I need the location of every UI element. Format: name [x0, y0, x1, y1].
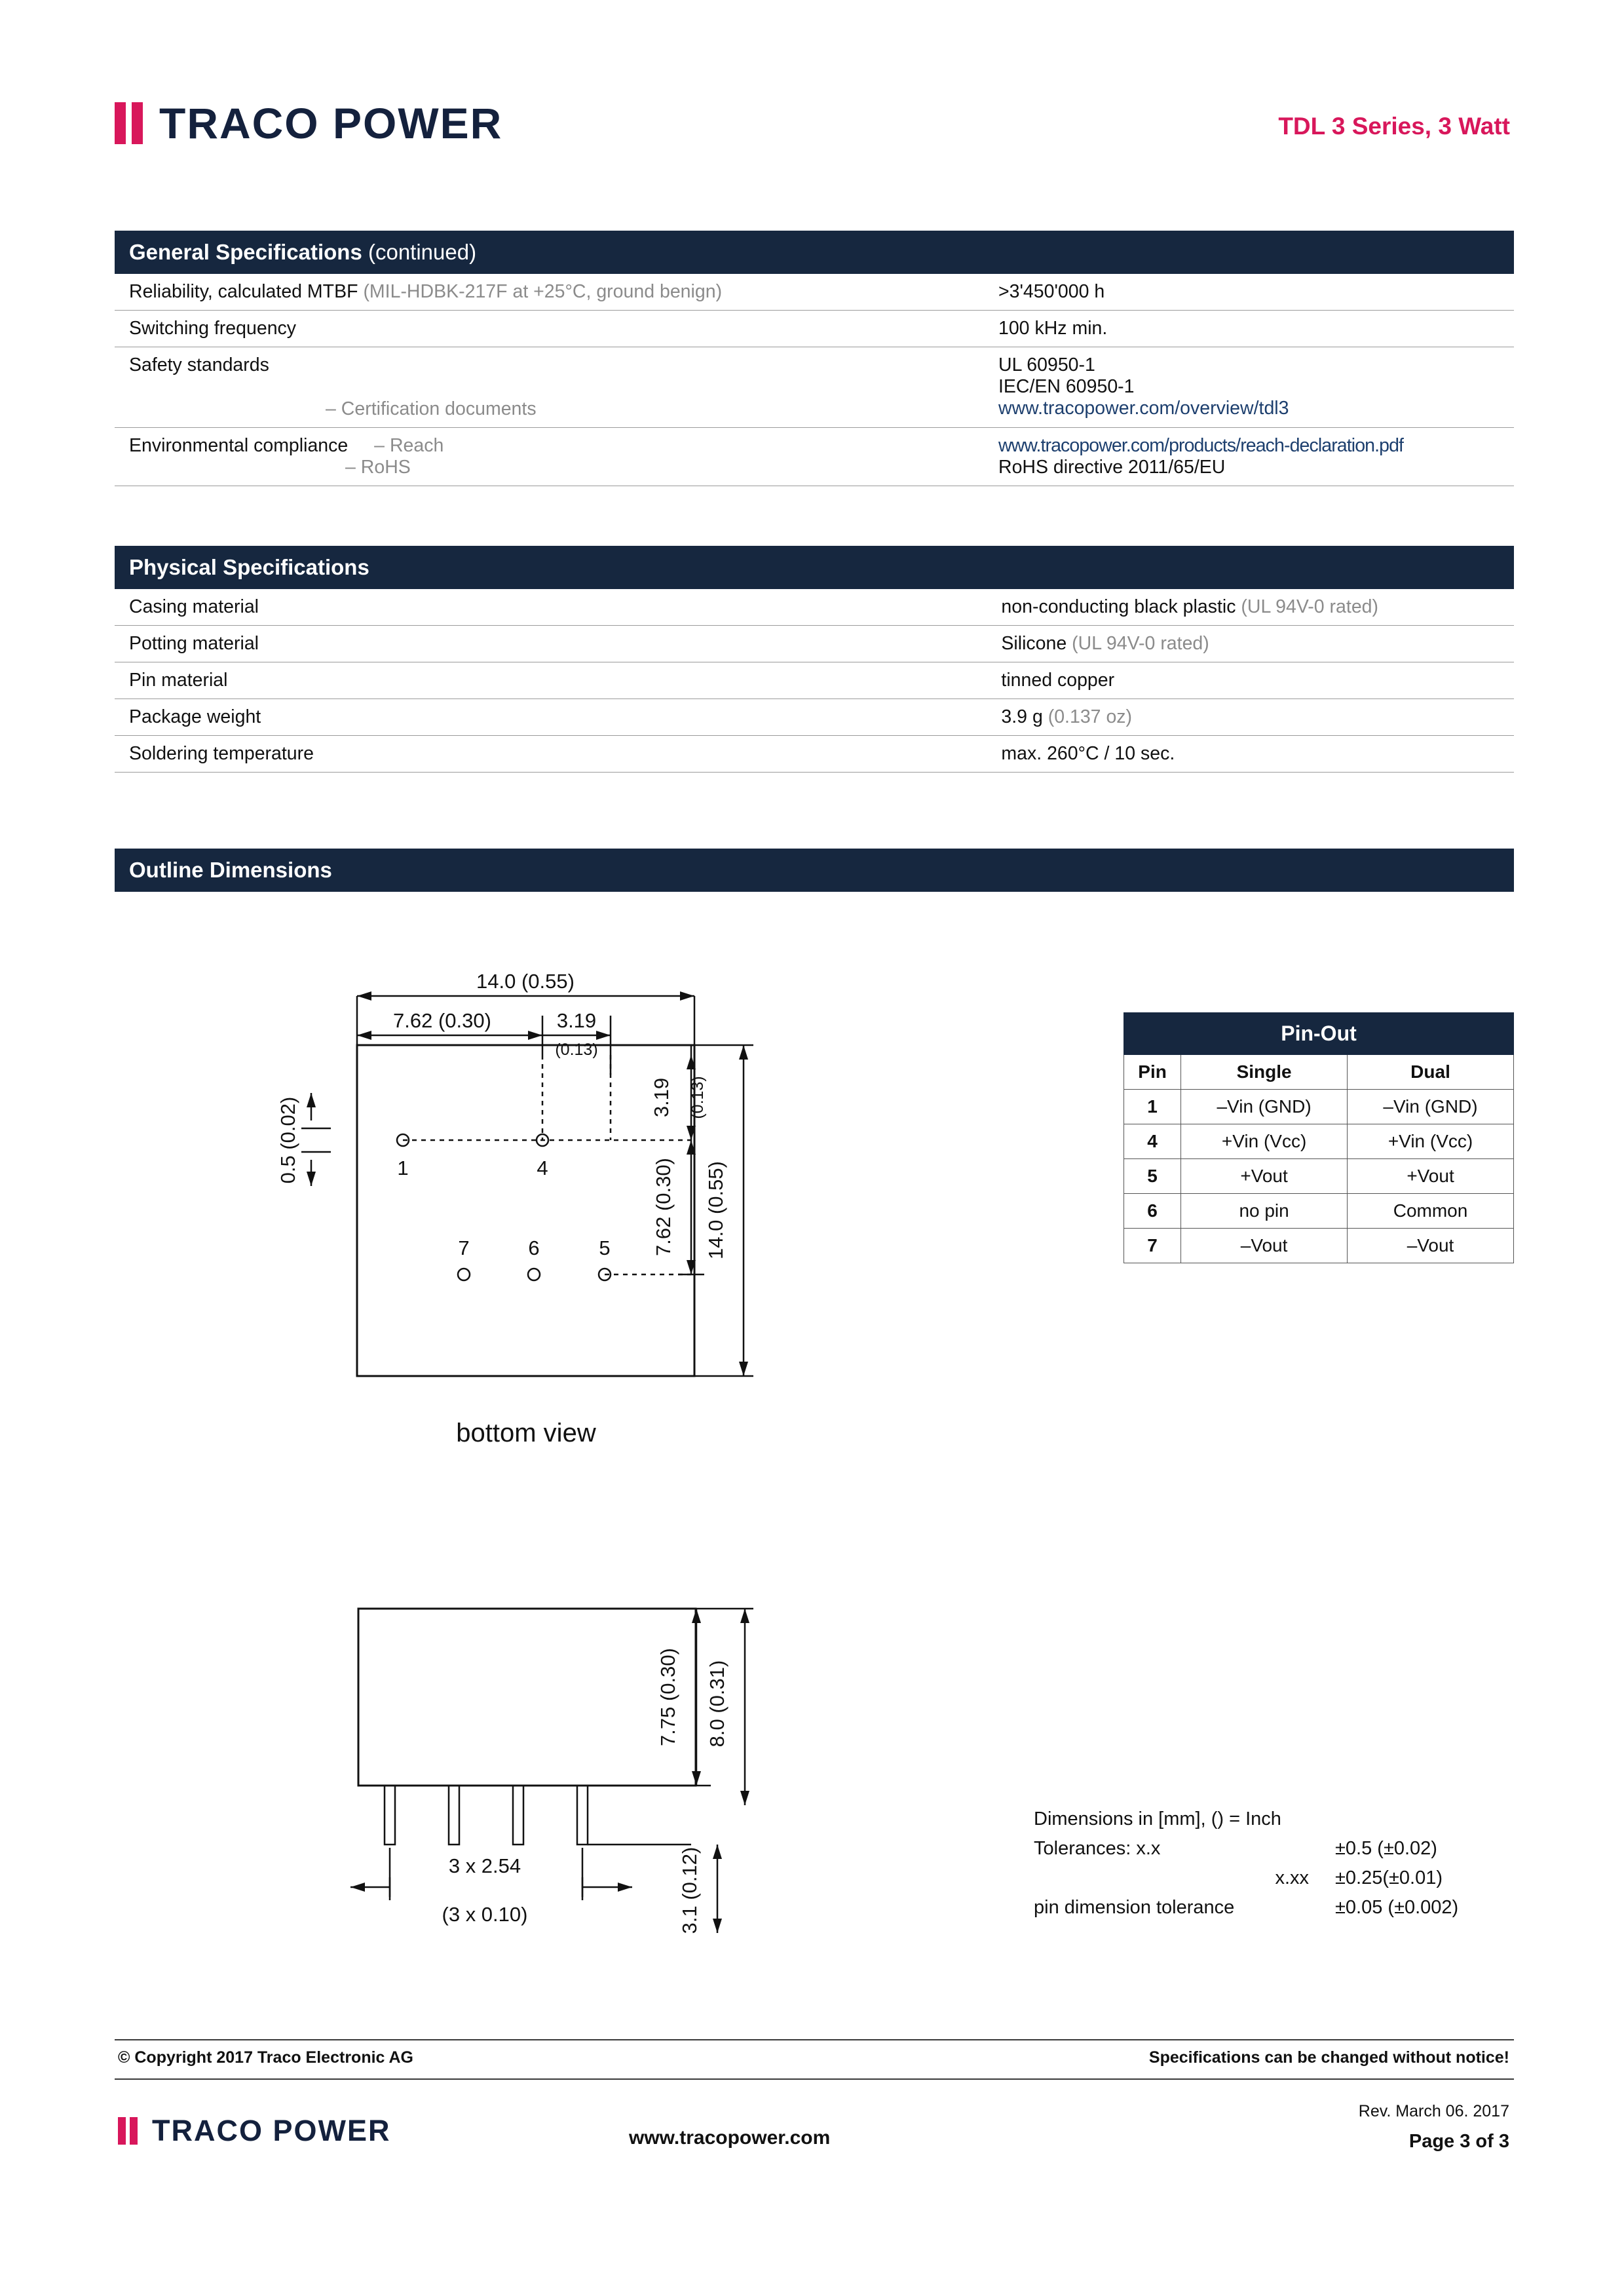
tolerance-row	[1034, 1867, 1519, 1897]
pin-single: +Vout	[1181, 1159, 1348, 1194]
spec-label: Potting material	[129, 633, 259, 654]
table-row	[115, 311, 1514, 347]
tolerance-row	[1034, 1897, 1519, 1926]
section-title-physical: Physical Specifications	[129, 555, 369, 579]
tolerance-xxx-label: x.xx	[1275, 1867, 1309, 1888]
spec-label: Environmental compliance	[129, 435, 349, 456]
section-header-outline-dimensions	[115, 849, 1514, 892]
spec-label-cell	[115, 428, 984, 486]
table-row	[1124, 1229, 1514, 1263]
footer-divider-bottom	[115, 2078, 1514, 2080]
tolerance-row	[1034, 1808, 1519, 1838]
dimensions-unit-note: Dimensions in [mm], () = Inch	[1034, 1808, 1281, 1829]
table-row	[115, 736, 1514, 773]
specifications-notice: Specifications can be changed without notice!	[1148, 2048, 1509, 2067]
spec-label-cell	[115, 589, 987, 626]
spec-label-cell	[115, 736, 987, 773]
pin-number: 5	[1124, 1159, 1181, 1194]
dim-3x010: (3 x 0.10)	[442, 1903, 528, 1926]
pin-label-5: 5	[599, 1236, 611, 1259]
brand-name: TRACO POWER	[159, 99, 503, 147]
footer-logo	[118, 2114, 391, 2148]
spec-label-cell	[115, 347, 984, 428]
table-row	[1124, 1124, 1514, 1159]
dim-right-762: 7.62 (0.30)	[652, 1158, 675, 1256]
spec-value-note: (UL 94V-0 rated)	[1072, 633, 1209, 654]
tolerance-xx-label: Tolerances: x.x	[1034, 1838, 1161, 1859]
copyright-text: © Copyright 2017 Traco Electronic AG	[118, 2048, 413, 2067]
revision-date: Rev. March 06. 2017	[1358, 2102, 1509, 2120]
spec-value: 100 kHz min.	[998, 318, 1108, 339]
pinout-header-row	[1124, 1055, 1514, 1090]
spec-value-cell	[987, 736, 1514, 773]
dim-side-31: 3.1 (0.12)	[678, 1846, 701, 1934]
spec-label-cell	[115, 662, 987, 699]
spec-value: non-conducting black plastic	[1001, 596, 1236, 617]
pin-dual: Common	[1348, 1194, 1514, 1229]
spec-value: >3'450'000 h	[998, 281, 1105, 302]
dim-319: 3.19	[556, 1009, 597, 1032]
dim-3x254: 3 x 2.54	[448, 1854, 521, 1877]
tolerance-row	[1034, 1838, 1519, 1867]
pin-single: –Vin (GND)	[1181, 1090, 1348, 1124]
pin-tolerance-value: ±0.05 (±0.002)	[1335, 1897, 1459, 1918]
spec-label-cell	[115, 699, 987, 736]
pin-label-7: 7	[458, 1236, 470, 1259]
pin-label-1: 1	[397, 1157, 409, 1179]
pinout-header-single: Single	[1181, 1055, 1348, 1090]
table-row	[1124, 1159, 1514, 1194]
spec-value: Silicone	[1001, 633, 1067, 654]
section-title-general: General Specifications	[129, 240, 362, 264]
pin-dual: –Vout	[1348, 1229, 1514, 1263]
general-specifications-table	[115, 274, 1514, 486]
table-row	[115, 699, 1514, 736]
table-row	[115, 274, 1514, 311]
spec-label: Casing material	[129, 596, 259, 617]
spec-value-cell	[984, 428, 1514, 486]
section-header-general-specifications	[115, 231, 1514, 274]
spec-value-cell	[987, 626, 1514, 662]
dim-side-775: 7.75 (0.30)	[656, 1648, 679, 1746]
pin-number: 6	[1124, 1194, 1181, 1229]
dim-top-width: 14.0 (0.55)	[476, 970, 575, 993]
spec-value-cell	[987, 662, 1514, 699]
pin-number: 4	[1124, 1124, 1181, 1159]
table-row	[115, 589, 1514, 626]
table-row	[115, 626, 1514, 662]
dim-762-030: 7.62 (0.30)	[393, 1009, 491, 1032]
table-row	[1124, 1090, 1514, 1124]
pin-number: 7	[1124, 1229, 1181, 1263]
spec-label-note: (MIL-HDBK-217F at +25°C, ground benign)	[363, 281, 723, 302]
spec-label: Safety standards	[129, 354, 269, 375]
page-number: Page 3 of 3	[1408, 2131, 1509, 2152]
spec-label: Pin material	[129, 670, 228, 691]
table-row	[115, 662, 1514, 699]
spec-value: tinned copper	[1001, 670, 1115, 691]
section-header-physical-specifications	[115, 546, 1514, 589]
spec-value-cell	[984, 274, 1514, 311]
spec-label: Package weight	[129, 706, 261, 727]
pin-single: no pin	[1181, 1194, 1348, 1229]
spec-value-cell	[984, 311, 1514, 347]
spec-label: Soldering temperature	[129, 743, 314, 764]
pinout-header-dual: Dual	[1348, 1055, 1514, 1090]
footer-website-link[interactable]: www.tracopower.com	[629, 2127, 831, 2149]
section-title-outline: Outline Dimensions	[129, 858, 332, 882]
certification-documents-link[interactable]: www.tracopower.com/overview/tdl3	[998, 398, 1289, 419]
rohs-directive-value: RoHS directive 2011/65/EU	[998, 457, 1226, 478]
spec-value-cell	[984, 347, 1514, 428]
spec-value-note: (0.137 oz)	[1048, 706, 1133, 727]
dim-right-319: 3.19	[650, 1077, 673, 1118]
spec-value: 3.9 g	[1001, 706, 1043, 727]
pin-tolerance-label: pin dimension tolerance	[1034, 1897, 1235, 1918]
dim-05-002: 0.5 (0.02)	[276, 1096, 299, 1184]
footer-divider-top	[115, 2039, 1514, 2040]
spec-label-cell	[115, 274, 984, 311]
pinout-title-row	[1124, 1013, 1514, 1055]
dim-right-140: 14.0 (0.55)	[704, 1161, 727, 1259]
pin-single: +Vin (Vcc)	[1181, 1124, 1348, 1159]
pinout-header-pin: Pin	[1124, 1055, 1181, 1090]
dim-side-80: 8.0 (0.31)	[706, 1660, 728, 1748]
reach-declaration-link[interactable]: www.tracopower.com/products/reach-declaration.pdf	[998, 435, 1404, 456]
spec-value-cell	[987, 699, 1514, 736]
spec-value-cell	[987, 589, 1514, 626]
section-title-general-suffix: (continued)	[368, 240, 477, 264]
dim-right-319-paren: (0.13)	[689, 1076, 707, 1119]
tolerances-block	[1034, 1808, 1519, 1926]
spec-label-cell	[115, 626, 987, 662]
bottom-view-caption: bottom view	[456, 1419, 596, 1447]
table-row	[115, 428, 1514, 486]
spec-label-cell	[115, 311, 984, 347]
spec-label: Reliability, calculated MTBF	[129, 281, 358, 302]
spec-label-sub-reach: – Reach	[374, 435, 444, 456]
traco-logo-bars-icon	[118, 2117, 142, 2145]
spec-value-line2: IEC/EN 60950-1	[998, 376, 1135, 397]
tolerance-xxx-value: ±0.25(±0.01)	[1335, 1867, 1443, 1888]
pinout-title: Pin-Out	[1124, 1013, 1514, 1055]
spec-label: Switching frequency	[129, 318, 297, 339]
pin-dual: +Vout	[1348, 1159, 1514, 1194]
spec-value-line1: UL 60950-1	[998, 354, 1095, 375]
pinout-table	[1124, 1012, 1514, 1263]
pin-number: 1	[1124, 1090, 1181, 1124]
traco-logo-bars-icon	[115, 102, 149, 144]
pin-label-4: 4	[537, 1157, 548, 1179]
page-header	[115, 98, 1510, 170]
pin-label-6: 6	[528, 1236, 540, 1259]
spec-label-sub: – Certification documents	[326, 398, 537, 419]
tolerance-xx-value: ±0.5 (±0.02)	[1335, 1838, 1437, 1859]
pin-dual: +Vin (Vcc)	[1348, 1124, 1514, 1159]
spec-value-note: (UL 94V-0 rated)	[1241, 596, 1379, 617]
document-title: TDL 3 Series, 3 Watt	[1278, 113, 1510, 140]
table-row	[1124, 1194, 1514, 1229]
pin-single: –Vout	[1181, 1229, 1348, 1263]
physical-specifications-table	[115, 589, 1514, 773]
spec-value: max. 260°C / 10 sec.	[1001, 743, 1175, 764]
footer-brand-name: TRACO POWER	[152, 2114, 391, 2147]
dim-319-paren: (0.13)	[555, 1041, 598, 1059]
spec-label-sub-rohs: – RoHS	[345, 457, 411, 478]
pin-dual: –Vin (GND)	[1348, 1090, 1514, 1124]
table-row	[115, 347, 1514, 428]
